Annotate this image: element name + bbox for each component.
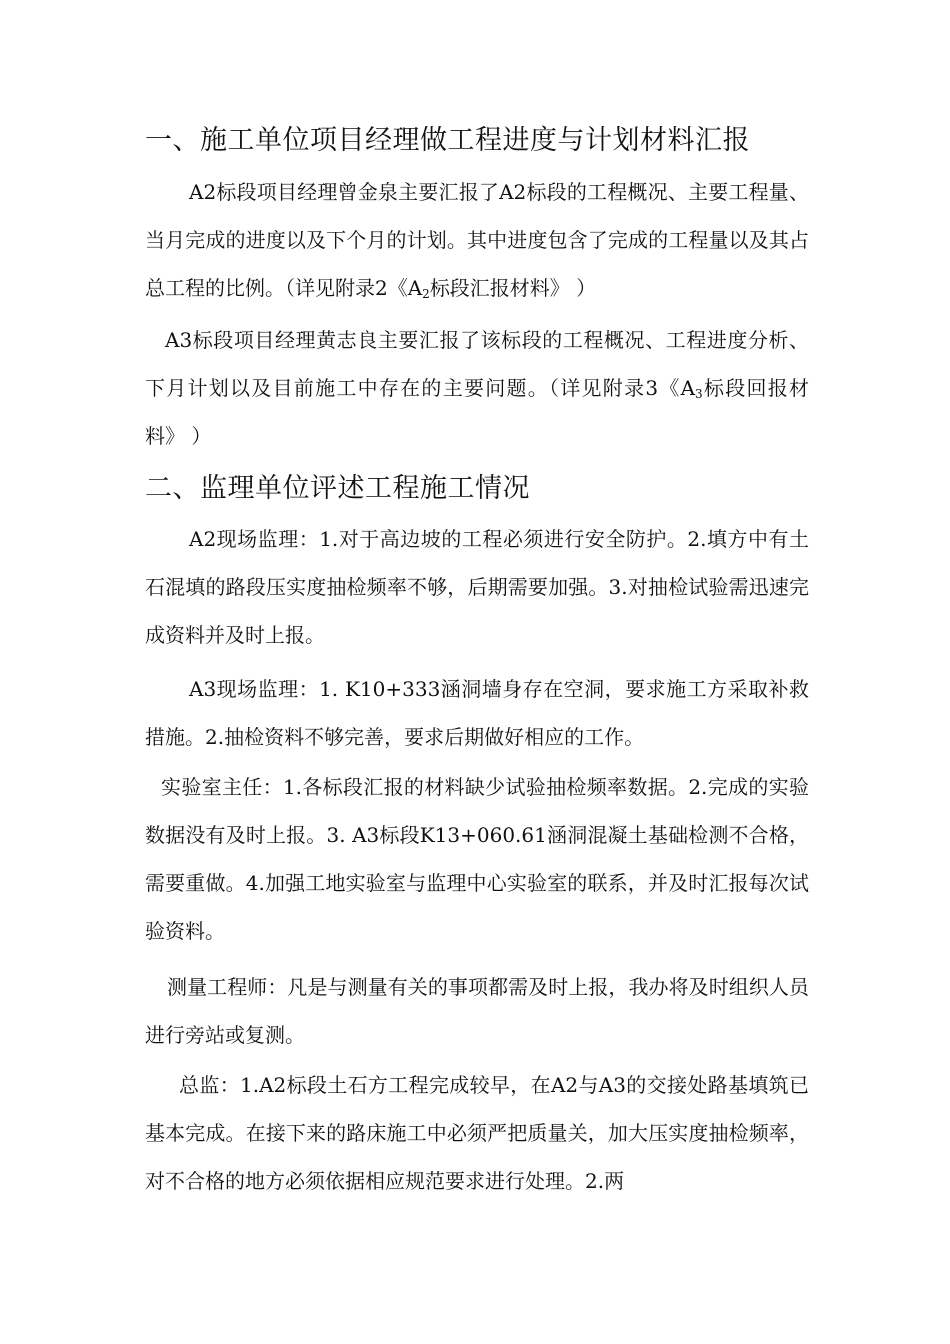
paragraph-text: A2标段项目经理曾金泉主要汇报了A2标段的工程概况、主要工程量、当月完成的进度以及下个月的计划。其中进度包含了完成的工程量以及其占总工程的比例。（详见附录2《A bbox=[145, 180, 809, 300]
chief-supervisor-paragraph: 总监：1.A2标段土石方工程完成较早，在A2与A3的交接处路基填筑已基本完成。在接下来的路床施工中必须严把质量关，加大压实度抽检频率，对不合格的地方必须依据相应规范要求进行处理。2.两 bbox=[145, 1073, 809, 1193]
a3-supervisor-paragraph: A3现场监理：1. K10+333涵洞墙身存在空洞，要求施工方采取补救措施。2.抽检资料不够完善，要求后期做好相应的工作。 bbox=[145, 677, 809, 749]
paragraph-text-tail: 标段回报材料》 ） bbox=[145, 376, 810, 448]
a2-supervisor-paragraph: A2现场监理：1.对于高边坡的工程必须进行安全防护。2.填方中有土石混填的路段压实度抽检频率不够，后期需要加强。3.对抽检试验需迅速完成资料并及时上报。 bbox=[145, 527, 809, 647]
lab-director-paragraph: 实验室主任：1.各标段汇报的材料缺少试验抽检频率数据。2.完成的实验数据没有及时上报。3. A3标段K13+060.61涵洞混凝土基础检测不合格，需要重做。4.加强工地实验室与监理中心实验室的联系，并及时汇报每次试验资料。 bbox=[145, 775, 809, 943]
section-2-heading: 二、监理单位评述工程施工情况 bbox=[145, 473, 530, 504]
subscript: 3 bbox=[695, 387, 703, 401]
section-1-paragraph-a2 bbox=[145, 168, 809, 312]
survey-engineer-paragraph: 测量工程师：凡是与测量有关的事项都需及时上报，我办将及时组织人员进行旁站或复测。 bbox=[145, 975, 809, 1047]
section-1-heading: 一、施工单位项目经理做工程进度与计划材料汇报 bbox=[145, 125, 750, 156]
paragraph-text: A3标段项目经理黄志良主要汇报了该标段的工程概况、工程进度分析、下月计划以及目前施工中存在的主要问题。（详见附录3《A bbox=[145, 328, 809, 400]
subscript: 2 bbox=[422, 287, 430, 301]
paragraph-text-tail: 标段汇报材料》 ） bbox=[429, 276, 597, 300]
section-1-paragraph-a3 bbox=[145, 316, 809, 460]
